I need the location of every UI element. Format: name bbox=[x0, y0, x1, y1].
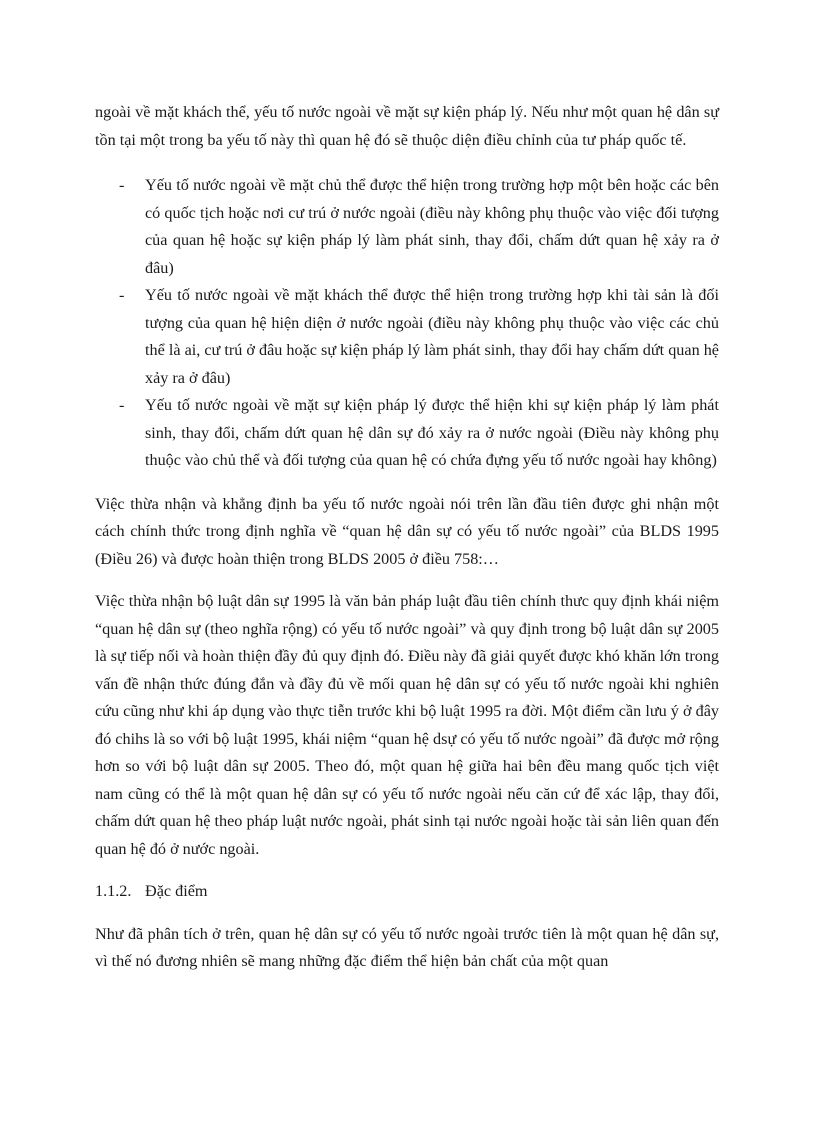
bullet-dash: - bbox=[119, 286, 125, 304]
paragraph-civil-code: Việc thừa nhận bộ luật dân sự 1995 là văn bản pháp luật đầu tiên chính thưc quy định khái niệm “quan hệ dân sự (theo nghĩa rộng) có yếu tố nước ngoài” và quy định trong bộ luật dân sự 2005 là sự tiếp nối và hoàn thiện đầy đủ quy định đó. Điều này đã giải quyết được khó khăn lớn trong vấn đề nhận thức đúng đắn và đầy đủ về mối quan hệ dân sự có yếu tố nước ngoài khi nghiên cứu cũng như khi áp dụng vào thực tiễn trước khi bộ luật 1995 ra đời. Một điểm cần lưu ý ở đây đó chihs là so với bộ luật 1995, khái niệm “quan hệ dsự có yếu tố nước ngoài” đã được mở rộng hơn so với bộ luật dân sự 2005. Theo đó, một quan hệ giữa hai bên đều mang quốc tịch việt nam cũng có thể là một quan hệ dân sự có yếu tố nước ngoài nếu căn cứ để xác lập, thay đổi, chấm dứt quan hệ theo pháp luật nước ngoài, phát sinh tại nước ngoài hoặc tài sản liên quan đến quan hệ đó ở nước ngoài. bbox=[95, 592, 719, 858]
list-item bbox=[95, 282, 719, 392]
list-item-text: Yếu tố nước ngoài về mặt sự kiện pháp lý được thể hiện khi sự kiện pháp lý làm phát sinh, thay đổi, chấm dứt quan hệ dân sự đó xảy ra ở nước ngoài (Điều này không phụ thuộc vào chủ thể và đối tượng của quan hệ có chứa đựng yếu tố nước ngoài hay không) bbox=[145, 396, 719, 469]
list-item bbox=[95, 172, 719, 282]
section-heading bbox=[95, 878, 719, 906]
section-title: Đặc điểm bbox=[145, 882, 208, 900]
bullet-dash: - bbox=[119, 176, 125, 194]
section-number: 1.1.2. bbox=[95, 882, 132, 900]
intro-paragraph: ngoài về mặt khách thể, yếu tố nước ngoài về mặt sự kiện pháp lý. Nếu như một quan hệ dân sự tồn tại một trong ba yếu tố này thì quan hệ đó sẽ thuộc diện điều chỉnh của tư pháp quốc tế. bbox=[95, 103, 719, 149]
document-page bbox=[95, 99, 719, 976]
bullet-list bbox=[95, 172, 719, 475]
list-item-text: Yếu tố nước ngoài về mặt chủ thể được thể hiện trong trường hợp một bên hoặc các bên có quốc tịch hoặc nơi cư trú ở nước ngoài (điều này không phụ thuộc vào việc đối tượng của quan hệ hoặc sự kiện pháp lý làm phát sinh, thay đổi, chấm dứt quan hệ xảy ra ở đâu) bbox=[145, 176, 719, 277]
list-item bbox=[95, 392, 719, 475]
bullet-dash: - bbox=[119, 396, 125, 414]
list-item-text: Yếu tố nước ngoài về mặt khách thể được thể hiện trong trường hợp khi tài sản là đối tượng của quan hệ hiện diện ở nước ngoài (điều này không phụ thuộc vào việc các chủ thể là ai, cư trú ở đâu hoặc sự kiện pháp lý làm phát sinh, thay đổi hay chấm dứt quan hệ xảy ra ở đâu) bbox=[145, 286, 719, 387]
paragraph-recognition: Việc thừa nhận và khẳng định ba yếu tố nước ngoài nói trên lần đầu tiên được ghi nhận một cách chính thức trong định nghĩa về “quan hệ dân sự có yếu tố nước ngoài” của BLDS 1995 (Điều 26) và được hoàn thiện trong BLDS 2005 ở điều 758:… bbox=[95, 494, 719, 568]
paragraph-characteristics: Như đã phân tích ở trên, quan hệ dân sự có yếu tố nước ngoài trước tiên là một quan hệ dân sự, vì thế nó đương nhiên sẽ mang những đặc điểm thể hiện bản chất của một quan bbox=[95, 924, 719, 970]
